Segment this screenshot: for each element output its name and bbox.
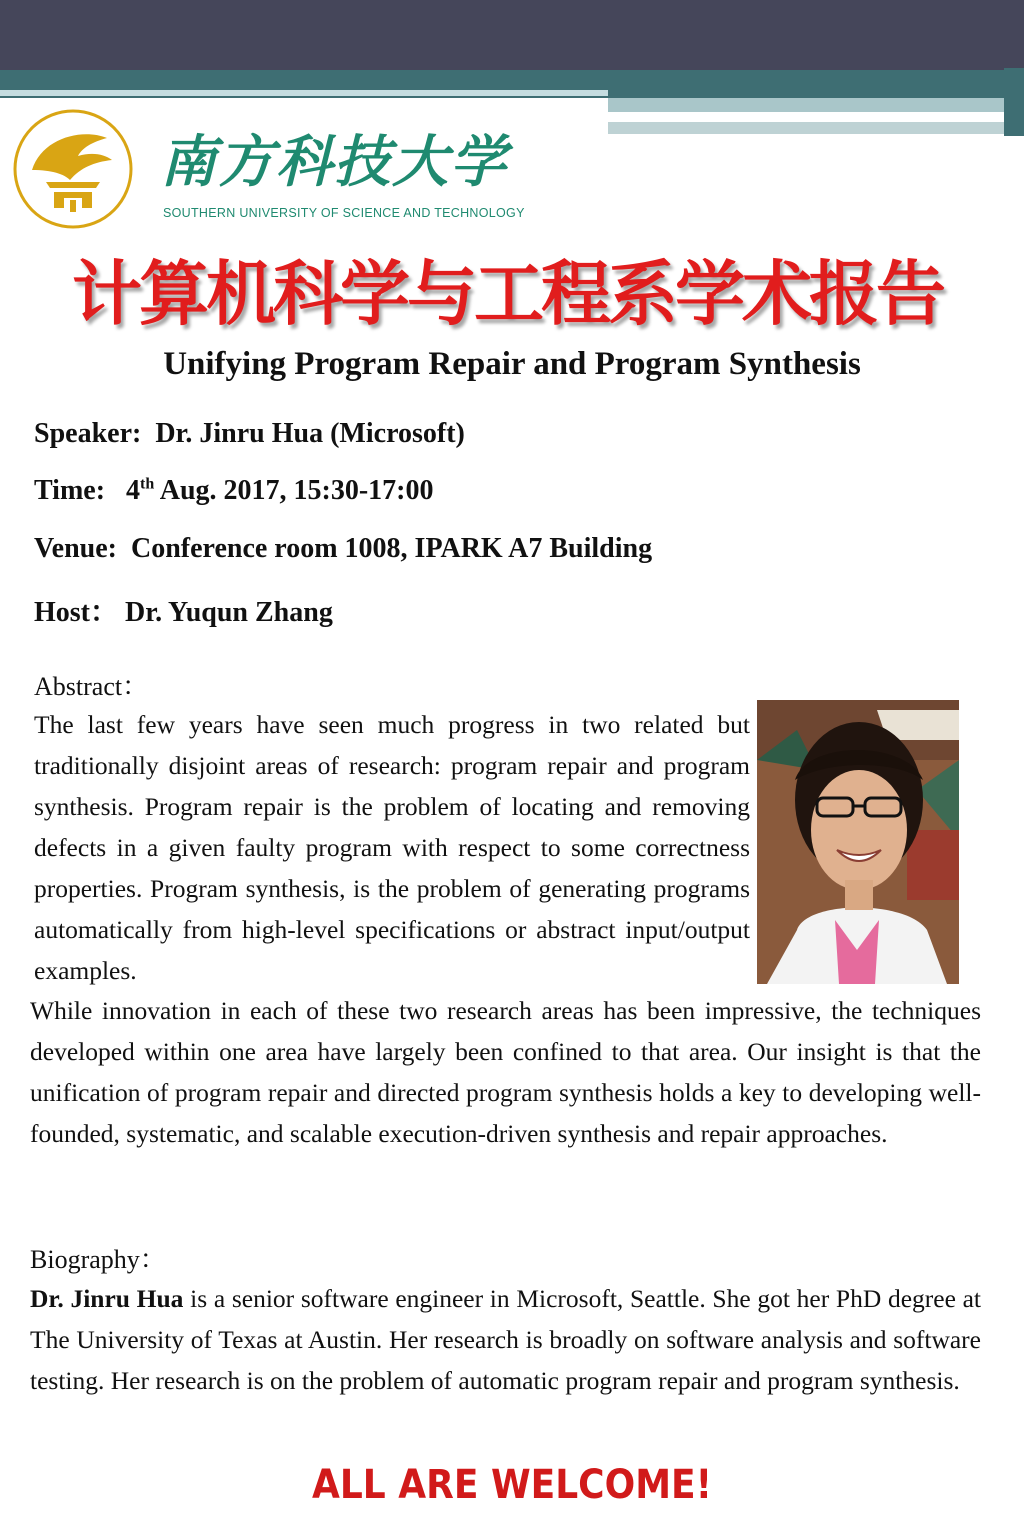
speaker-name: Dr. Jinru Hua (Microsoft) (155, 418, 465, 449)
speaker-photo (757, 700, 959, 984)
university-logo-icon (12, 108, 134, 230)
abstract-paragraph-2: While innovation in each of these two research areas has been impressive, the techniques developed within one area have largely been confined to that area. Our insight is that the unification of program repair and directed program synthesis holds a key to developing well-founded, systematic, and scalable execution-driven synthesis and repair approaches. (30, 996, 981, 1148)
host-name: Dr. Yuqun Zhang (125, 597, 333, 628)
speaker-line (34, 418, 465, 450)
department-banner: 计算机科学与工程系学术报告 (72, 253, 943, 335)
university-name-cn: 南方科技大学 (160, 129, 508, 195)
time-day: 4 (126, 475, 141, 506)
abstract-paragraph-1: The last few years have seen much progress in two related but traditionally disjoint areas of research: program repair and program synthesis. Program repair is the problem of locating and removing defects in a given faulty program with respect to some correctness properties. Program synthesis, is the problem of generating programs automatically from high-level specifications or abstract input/output examples. (34, 710, 750, 985)
header-band-light-right (608, 98, 1024, 112)
time-line (34, 475, 434, 507)
host-line (34, 590, 333, 630)
venue-label: Venue: (34, 533, 117, 564)
header-band-teal-edge (1004, 68, 1024, 136)
header-band-highlight (770, 112, 950, 117)
time-day-suffix: th (140, 475, 155, 493)
host-label: Host： (34, 597, 119, 628)
speaker-label: Speaker: (34, 418, 142, 449)
header-band-light-right-lower (608, 122, 1024, 134)
time-label: Time: (34, 475, 106, 506)
talk-title: Unifying Program Repair and Program Synthesis (163, 346, 861, 382)
venue-line (34, 533, 652, 565)
header-band-dark (0, 0, 1024, 70)
biography-name: Dr. Jinru Hua (30, 1284, 184, 1313)
biography-paragraph (30, 1278, 981, 1401)
university-name-en: SOUTHERN UNIVERSITY OF SCIENCE AND TECHNOLOGY (163, 206, 525, 220)
abstract-label: Abstract： (34, 672, 149, 701)
welcome-banner: ALL ARE WELCOME! (311, 1462, 713, 1508)
biography-label: Biography： (30, 1245, 166, 1274)
biography-text: is a senior software engineer in Microsoft, Seattle. She got her PhD degree at The University of Texas at Austin. Her research is broadly on software analysis and software testing. Her research is on the problem of automatic program repair and program synthesis. (30, 1284, 981, 1395)
venue-value: Conference room 1008, IPARK A7 Building (130, 533, 653, 564)
header-band-light (0, 90, 608, 96)
time-rest: Aug. 2017, 15:30-17:00 (154, 475, 434, 506)
